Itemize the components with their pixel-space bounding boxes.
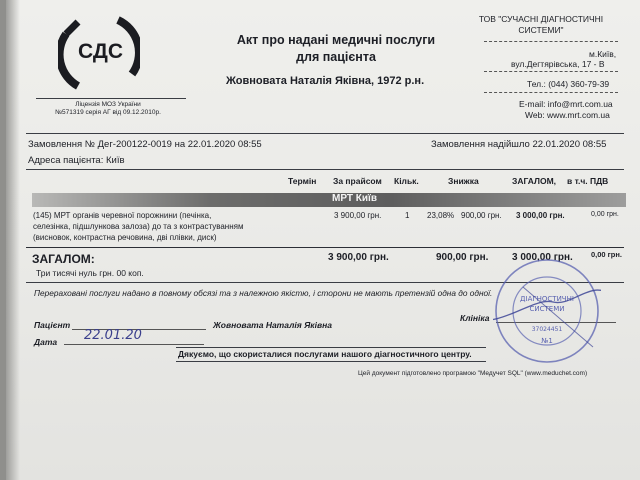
col-price: За прайсом bbox=[333, 176, 382, 186]
patient-sign-name: Жовновата Наталія Яківна bbox=[213, 320, 332, 330]
service-desc-line-1: (145) МРТ органів черевної порожнини (печінка, bbox=[33, 211, 212, 220]
section-title: МРТ Київ bbox=[332, 193, 377, 204]
patient-sign-label: Пацієнт bbox=[34, 320, 71, 330]
clinic-sign-label: Клініка bbox=[460, 313, 490, 323]
org-name-line-2: СИСТЕМИ" bbox=[518, 25, 564, 35]
document-title: Акт про надані медичні послуги bbox=[236, 33, 436, 47]
header-divider bbox=[26, 133, 624, 134]
stamp-text-mid: СИСТЕМИ bbox=[529, 305, 565, 313]
date-line bbox=[64, 344, 204, 345]
thanks-top-line bbox=[176, 347, 486, 348]
col-total: ЗАГАЛОМ, bbox=[512, 176, 557, 186]
page-edge-shadow bbox=[6, 0, 20, 480]
order-number: Замовлення № Дег-200122-0019 на 22.01.2020 08:55 bbox=[28, 139, 262, 150]
org-phone: Тел.: (044) 360-79-39 bbox=[527, 79, 610, 89]
row-discount-pct: 23,08% bbox=[427, 211, 455, 220]
col-vat: в т.ч. ПДВ bbox=[567, 176, 609, 186]
org-divider-mid bbox=[484, 71, 618, 72]
company-stamp-icon bbox=[493, 257, 601, 365]
col-discount: Знижка bbox=[448, 176, 479, 186]
document-subtitle: для пацієнта bbox=[296, 50, 376, 64]
org-email: E-mail: info@mrt.com.ua bbox=[519, 99, 613, 109]
service-desc-line-2: селезінка, підшлункова залоза) до та з контрастуванням bbox=[33, 222, 244, 231]
date-handwritten: 22.01.20 bbox=[84, 328, 142, 343]
totals-label: ЗАГАЛОМ: bbox=[32, 252, 95, 266]
org-name-line-1: ТОВ "СУЧАСНІ ДІАГНОСТИЧНІ bbox=[478, 14, 604, 24]
totals-divider bbox=[26, 247, 624, 248]
logo-divider bbox=[36, 98, 186, 99]
row-qty: 1 bbox=[405, 211, 410, 220]
thanks-text: Дякуємо, що скористалися послугами нашого діагностичного центру. bbox=[178, 349, 472, 359]
section-banner bbox=[32, 193, 626, 207]
org-divider-low bbox=[484, 92, 618, 93]
document-paper bbox=[6, 0, 640, 480]
row-discount-amt: 900,00 грн. bbox=[461, 211, 502, 220]
license-line-1: Ліцензія МОЗ України bbox=[75, 101, 141, 108]
statement-text: Перераховані послуги надано в повному обсязі та з належною якістю, і сторони не мають претензій одна до одної. bbox=[34, 288, 493, 298]
org-website: Web: www.mrt.com.ua bbox=[525, 110, 610, 120]
totals-total: 3 000,00 грн. bbox=[512, 252, 573, 263]
totals-vat: 0,00 грн. bbox=[591, 250, 622, 259]
org-street: вул.Дегтярівська, 17 - В bbox=[511, 59, 605, 69]
order-received: Замовлення надійшло 22.01.2020 08:55 bbox=[431, 139, 607, 150]
org-city: м.Київ, bbox=[589, 49, 617, 59]
col-qty: Кільк. bbox=[394, 176, 419, 186]
totals-discount: 900,00 грн. bbox=[436, 252, 489, 263]
totals-price: 3 900,00 грн. bbox=[328, 252, 389, 263]
row-total: 3 000,00 грн. bbox=[516, 211, 565, 220]
date-label: Дата bbox=[34, 337, 58, 347]
thanks-bottom-line bbox=[176, 361, 486, 362]
footer-text: Цей документ підготовлено програмою "Медучет SQL" (www.meduchet.com) bbox=[358, 370, 588, 377]
stamp-text-top: ДІАГНОСТИЧНІ bbox=[520, 295, 574, 303]
address-divider bbox=[26, 169, 624, 170]
patient-address: Адреса пацієнта: Київ bbox=[28, 155, 125, 166]
org-divider-top bbox=[484, 41, 618, 42]
patient-heading: Жовновата Наталія Яківна, 1972 р.н. bbox=[226, 75, 425, 87]
stamp-num: №1 bbox=[541, 337, 553, 345]
col-term: Термін bbox=[288, 176, 317, 186]
totals-in-words: Три тисячі нуль грн. 00 коп. bbox=[36, 268, 144, 278]
stamp-code: 37024451 bbox=[531, 326, 563, 333]
row-vat: 0,00 грн. bbox=[591, 211, 619, 218]
service-desc-line-3: (висновок, контрастна речовина, дві плівки, диск) bbox=[33, 233, 217, 242]
license-line-2: №571319 серія АГ від 09.12.2010р. bbox=[55, 109, 161, 116]
row-price: 3 900,00 грн. bbox=[334, 211, 382, 220]
logo-text: СДС bbox=[78, 40, 124, 63]
